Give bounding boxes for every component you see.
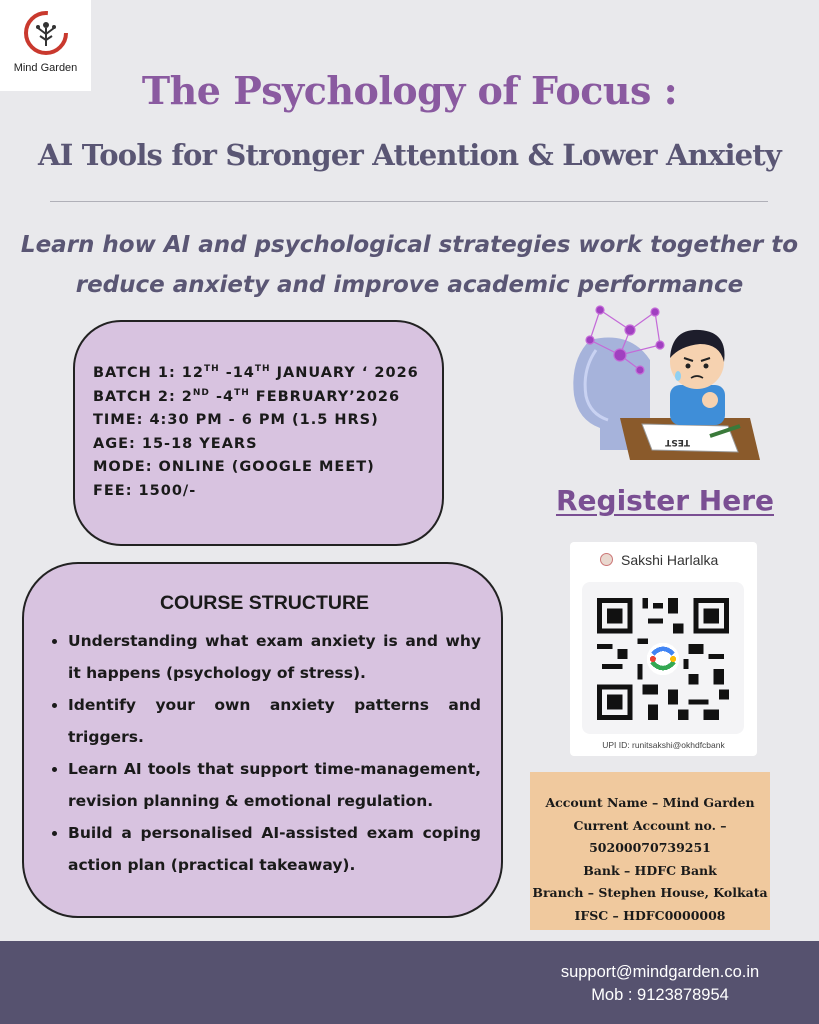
footer-contact: [520, 961, 800, 1007]
page-subtitle: AI Tools for Stronger Attention & Lower Anxiety: [38, 138, 781, 172]
batch-2-line: BATCH 2: 2ND -4TH FEBRUARY’2026: [93, 387, 401, 405]
list-item: • Understanding what exam anxiety is and why it happens (psychology of stress).: [68, 625, 481, 689]
account-name: Account Name – Mind Garden: [545, 795, 755, 810]
support-email[interactable]: support@mindgarden.co.in: [560, 963, 760, 981]
bank-name: Bank – HDFC Bank: [583, 862, 717, 878]
payee-avatar-icon: [600, 553, 613, 566]
test-sheet-label: TEST: [665, 437, 690, 447]
list-item: • Learn AI tools that support time-management, revision planning & emotional regulation.: [68, 753, 481, 817]
footer: [0, 941, 819, 1024]
list-item: • Build a personalised AI-assisted exam coping action plan (practical takeaway).: [68, 817, 481, 881]
mode-line: MODE: ONLINE (GOOGLE MEET): [93, 459, 375, 475]
mind-garden-logo-icon: [23, 10, 69, 56]
fee-line: FEE: 1500/-: [93, 482, 197, 499]
batch-details-card: [73, 320, 444, 546]
branch-name: Branch – Stephen House, Kolkata: [532, 885, 768, 900]
brand-name: Mind Garden: [13, 62, 78, 74]
account-number: 50200070739251: [589, 840, 711, 855]
time-line: TIME: 4:30 PM - 6 PM (1.5 HRS): [93, 412, 379, 428]
student-ai-brain-illustration: [560, 300, 770, 470]
payment-qr-card: [570, 542, 757, 756]
current-account-label: Current Account no. –: [573, 817, 727, 833]
tagline-line-1: Learn how AI and psychological strategies work together to: [20, 232, 799, 258]
course-structure-title: COURSE STRUCTURE: [159, 592, 370, 614]
list-item: • Identify your own anxiety patterns and triggers.: [68, 689, 481, 753]
header-divider: [50, 201, 768, 202]
page-title: The Psychology of Focus :: [141, 68, 678, 113]
qr-code-icon[interactable]: [592, 592, 734, 726]
batch-1-line: BATCH 1: 12TH -14TH JANUARY ‘ 2026: [93, 364, 419, 381]
ifsc-code: IFSC – HDFC0000008: [574, 907, 726, 923]
course-structure-list: [48, 625, 481, 881]
tagline-line-2: reduce anxiety and improve academic performance: [75, 272, 744, 298]
tagline: [10, 225, 809, 305]
mobile-number: Mob : 9123878954: [591, 986, 729, 1004]
register-here-link[interactable]: Register Here: [555, 484, 774, 517]
bank-account-card: [530, 772, 770, 930]
age-line: AGE: 15-18 YEARS: [93, 435, 258, 452]
payee-header: Sakshi Harlalka: [600, 552, 718, 568]
course-structure-card: [22, 562, 503, 918]
upi-id: UPI ID: runitsakshi@okhdfcbank: [602, 740, 725, 750]
